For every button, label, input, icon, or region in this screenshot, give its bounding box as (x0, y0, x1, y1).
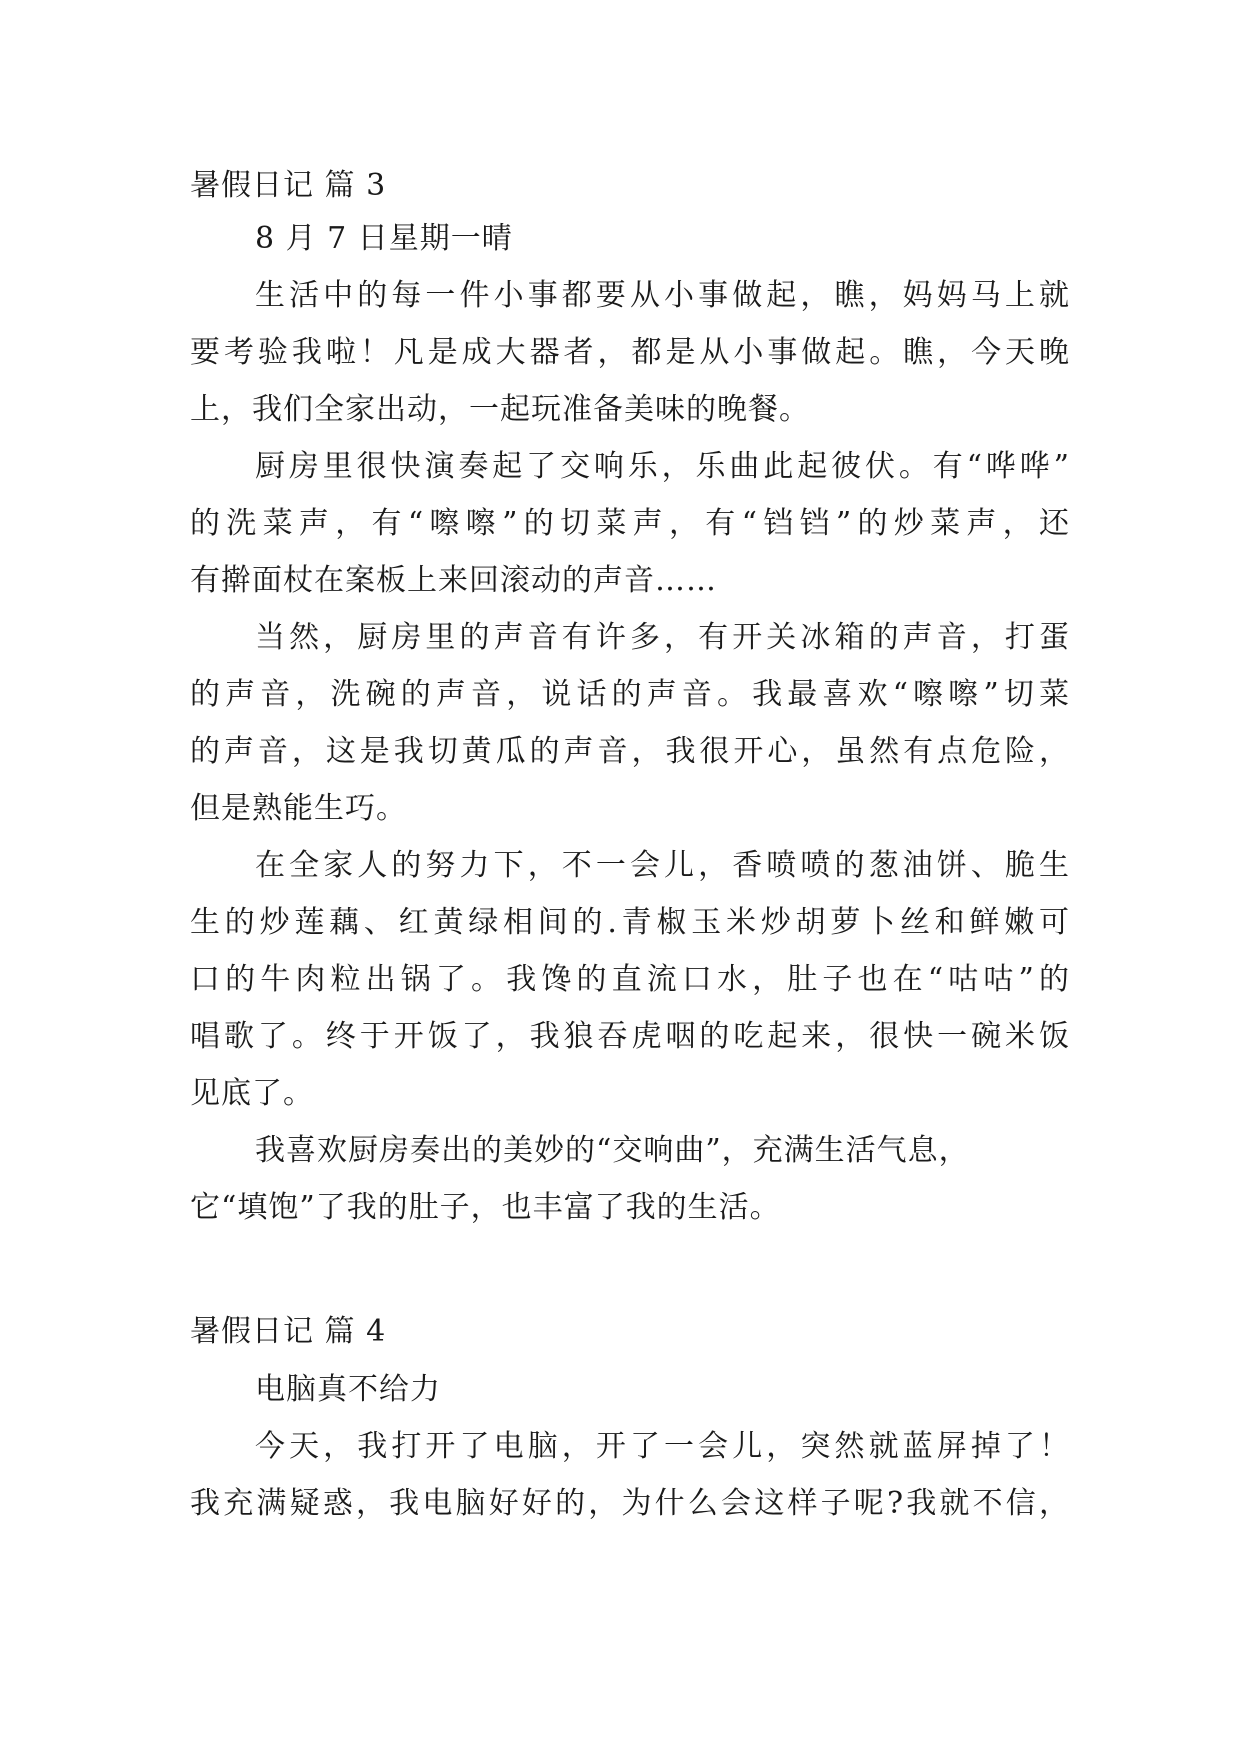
paragraph-line: 生的炒莲藕、红黄绿相间的.青椒玉米炒胡萝卜丝和鲜嫩可 (190, 905, 1070, 940)
paragraph-line: 今天，我打开了电脑，开了一会儿，突然就蓝屏掉了！ (255, 1429, 1070, 1464)
paragraph-line: 的声音，这是我切黄瓜的声音，我很开心，虽然有点危险， (190, 734, 1070, 769)
paragraph-line: 唱歌了。终于开饭了，我狼吞虎咽的吃起来，很快一碗米饭 (190, 1019, 1070, 1054)
paragraph-line: 当然，厨房里的声音有许多，有开关冰箱的声音，打蛋 (255, 620, 1070, 655)
paragraph-line: 的声音，洗碗的声音，说话的声音。我最喜欢“嚓嚓”切菜 (190, 677, 1070, 712)
diary-title: 电脑真不给力 (255, 1372, 441, 1407)
diary-date: 8 月 7 日星期一晴 (255, 221, 513, 256)
paragraph-line: 但是熟能生巧。 (190, 791, 407, 826)
section-heading: 暑假日记 篇 4 (190, 1314, 387, 1349)
section-heading: 暑假日记 篇 3 (190, 168, 387, 203)
paragraph-line: 生活中的每一件小事都要从小事做起，瞧，妈妈马上就 (255, 278, 1070, 313)
paragraph-line: 上，我们全家出动，一起玩准备美味的晚餐。 (190, 392, 810, 427)
paragraph-line: 厨房里很快演奏起了交响乐，乐曲此起彼伏。有“哗哗” (255, 449, 1070, 484)
paragraph-line: 它“填饱”了我的肚子，也丰富了我的生活。 (190, 1190, 781, 1225)
paragraph-line: 口的牛肉粒出锅了。我馋的直流口水，肚子也在“咕咕”的 (190, 962, 1070, 997)
paragraph-line: 我喜欢厨房奏出的美妙的“交响曲”，充满生活气息， (255, 1133, 970, 1168)
paragraph-line: 见底了。 (190, 1076, 314, 1111)
paragraph-line: 的洗菜声，有“嚓嚓”的切菜声，有“铛铛”的炒菜声，还 (190, 506, 1070, 541)
paragraph-line: 我充满疑惑，我电脑好好的，为什么会这样子呢?我就不信， (190, 1486, 1070, 1521)
paragraph-line: 有擀面杖在案板上来回滚动的声音…… (190, 563, 717, 598)
paragraph-line: 要考验我啦！凡是成大器者，都是从小事做起。瞧，今天晚 (190, 335, 1070, 370)
paragraph-line: 在全家人的努力下，不一会儿，香喷喷的葱油饼、脆生 (255, 848, 1070, 883)
